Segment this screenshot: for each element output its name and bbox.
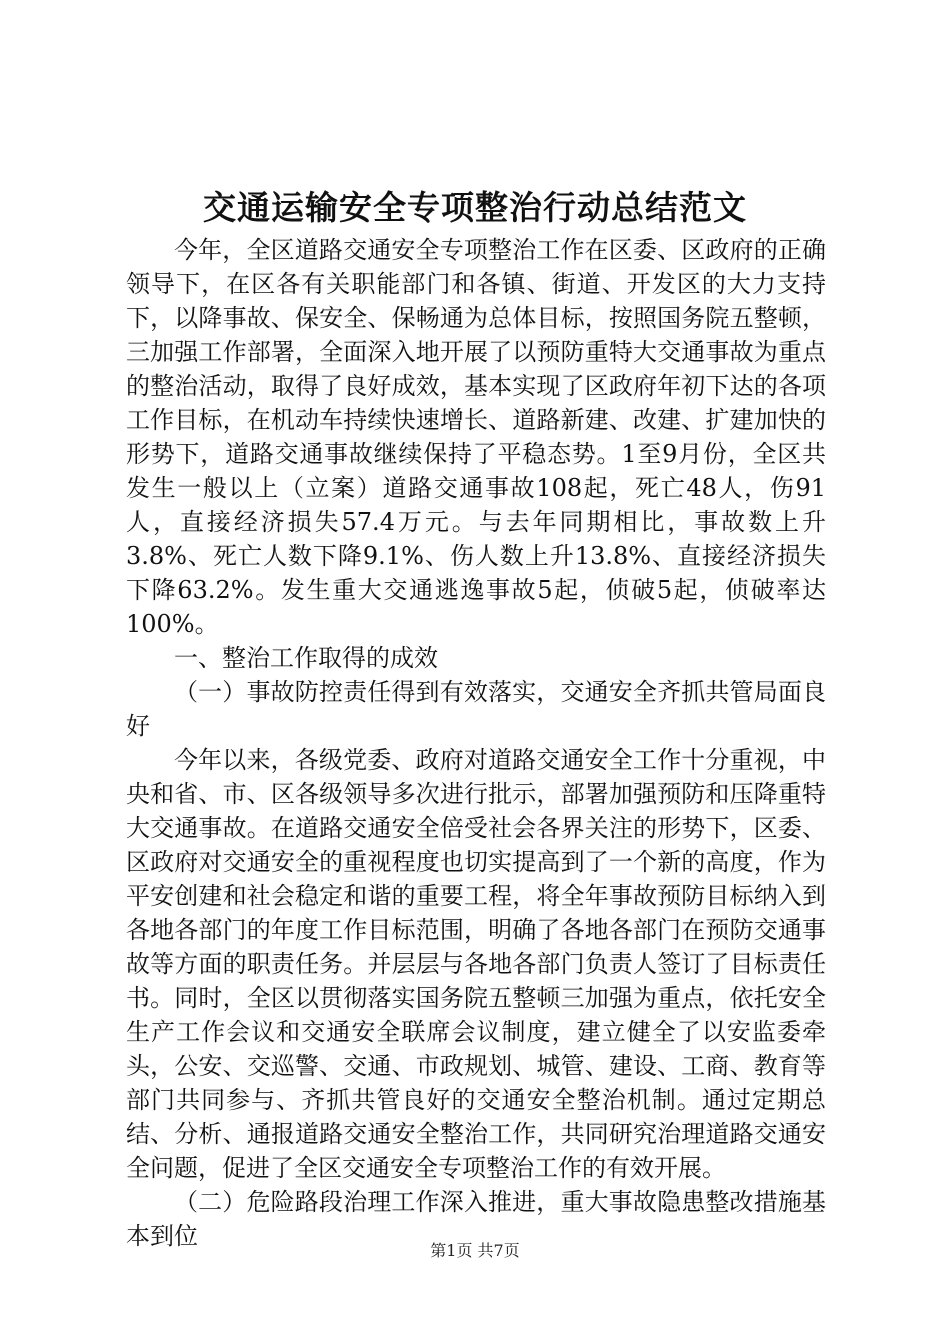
page-number-footer: 第1页 共7页 bbox=[430, 1241, 520, 1260]
document-title: 交通运输安全专项整治行动总结范文 bbox=[203, 188, 747, 227]
document-body bbox=[126, 233, 826, 1253]
subsection-paragraph-1: 今年以来，各级党委、政府对道路交通安全工作十分重视，中央和省、市、区各级领导多次进行批示，部署加强预防和压降重特大交通事故。在道路交通安全倍受社会各界关注的形势下，区委、区政府对交通安全的重视程度也切实提高到了一个新的高度，作为平安创建和社会稳定和谐的重要工程，将全年事故预防目标纳入到各地各部门的年度工作目标范围，明确了各地各部门在预防交通事故等方面的职责任务。并层层与各地各部门负责人签订了目标责任书。同时，全区以贯彻落实国务院五整顿三加强为重点，依托安全生产工作会议和交通安全联席会议制度，建立健全了以安监委牵头，公安、交巡警、交通、市政规划、城管、建设、工商、教育等部门共同参与、齐抓共管良好的交通安全整治机制。通过定期总结、分析、通报道路交通安全整治工作，共同研究治理道路交通安全问题，促进了全区交通安全专项整治工作的有效开展。 bbox=[126, 746, 826, 1182]
subsection-heading-2: （二）危险路段治理工作深入推进，重大事故隐患整改措施基本到位 bbox=[126, 1188, 826, 1250]
section-heading: 一、整治工作取得的成效 bbox=[174, 644, 438, 672]
intro-paragraph: 今年，全区道路交通安全专项整治工作在区委、区政府的正确领导下，在区各有关职能部门和各镇、街道、开发区的大力支持下，以降事故、保安全、保畅通为总体目标，按照国务院五整顿，三加强工作部署，全面深入地开展了以预防重特大交通事故为重点的整治活动，取得了良好成效，基本实现了区政府年初下达的各项工作目标，在机动车持续快速增长、道路新建、改建、扩建加快的形势下，道路交通事故继续保持了平稳态势。1至9月份，全区共发生一般以上（立案）道路交通事故108起，死亡48人，伤91人，直接经济损失57.4万元。与去年同期相比，事故数上升3.8%、死亡人数下降9.1%、伤人数上升13.8%、直接经济损失下降63.2%。发生重大交通逃逸事故5起，侦破5起，侦破率达100%。 bbox=[126, 236, 826, 638]
subsection-heading-1: （一）事故防控责任得到有效落实，交通安全齐抓共管局面良好 bbox=[126, 678, 826, 740]
